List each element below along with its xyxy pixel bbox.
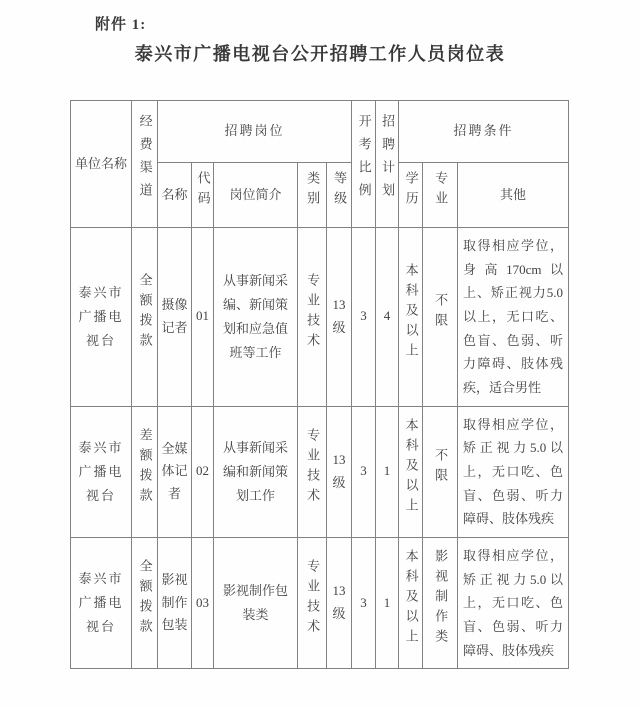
cell-recruit-plan: 4 <box>376 228 399 407</box>
education-text: 本科及以上 <box>403 262 419 363</box>
category-text: 专业技术 <box>305 559 321 640</box>
header-exam-ratio <box>352 101 376 228</box>
position-table <box>70 100 569 669</box>
cell-other: 取得相应学位，矫正视力5.0以上，无口吃、色盲、色弱、听力障碍、肢体残疾 <box>458 406 569 537</box>
category-text: 专业技术 <box>305 272 321 353</box>
major-text: 不限 <box>433 447 449 488</box>
funding-text: 全额拨款 <box>137 272 153 353</box>
cell-education <box>399 537 423 668</box>
cell-position-code: 01 <box>192 228 214 407</box>
major-text: 不限 <box>433 292 449 333</box>
header-funding-channel <box>132 101 158 228</box>
cell-position-code: 03 <box>192 537 214 668</box>
header-row-1 <box>71 101 569 163</box>
cell-category <box>298 406 327 537</box>
table-row <box>71 537 569 668</box>
header-recruit-plan-label: 招聘计划 <box>380 114 396 207</box>
cell-level: 13级 <box>327 228 352 407</box>
cell-funding-channel <box>132 537 158 668</box>
cell-position-intro: 影视制作包装类 <box>214 537 298 668</box>
header-level-label: 等级 <box>332 171 348 212</box>
cell-other: 取得相应学位，身高170cm以上、矫正视力5.0以上，无口吃、色盲、色弱、听力障碍、肢体残疾，适合男性 <box>458 228 569 407</box>
cell-exam-ratio: 3 <box>352 228 376 407</box>
cell-category <box>298 537 327 668</box>
table-row <box>71 406 569 537</box>
header-education-label: 学历 <box>403 171 419 212</box>
cell-position-name: 影视制作包装 <box>158 537 192 668</box>
cell-unit-name: 泰兴市广播电视台 <box>71 537 132 668</box>
cell-exam-ratio: 3 <box>352 406 376 537</box>
cell-education <box>399 406 423 537</box>
header-funding-channel-label: 经费渠道 <box>137 114 153 207</box>
header-position-name: 名称 <box>158 163 192 228</box>
cell-level: 13级 <box>327 537 352 668</box>
page-title: 泰兴市广播电视台公开招聘工作人员岗位表 <box>134 44 506 64</box>
header-position-code <box>192 163 214 228</box>
header-recruitment-conditions: 招聘条件 <box>399 101 569 163</box>
header-recruitment-position: 招聘岗位 <box>158 101 352 163</box>
header-position-code-label: 代码 <box>195 171 211 212</box>
header-position-intro: 岗位简介 <box>214 163 298 228</box>
header-recruit-plan <box>376 101 399 228</box>
cell-position-name: 摄像记者 <box>158 228 192 407</box>
cell-major <box>423 228 458 407</box>
major-text: 影视制作类 <box>433 549 449 650</box>
header-unit-name: 单位名称 <box>71 101 132 228</box>
header-education <box>399 163 423 228</box>
header-category <box>298 163 327 228</box>
cell-unit-name: 泰兴市广播电视台 <box>71 228 132 407</box>
table-row <box>71 228 569 407</box>
header-category-label: 类别 <box>305 171 321 212</box>
category-text: 专业技术 <box>305 427 321 508</box>
cell-position-intro: 从事新闻采编和新闻策划工作 <box>214 406 298 537</box>
cell-level: 13级 <box>327 406 352 537</box>
header-major-label: 专业 <box>433 171 449 212</box>
header-level <box>327 163 352 228</box>
cell-funding-channel <box>132 228 158 407</box>
attachment-label: 附件 1: <box>95 17 147 33</box>
cell-major <box>423 406 458 537</box>
education-text: 本科及以上 <box>403 549 419 650</box>
cell-funding-channel <box>132 406 158 537</box>
funding-text: 全额拨款 <box>137 559 153 640</box>
cell-exam-ratio: 3 <box>352 537 376 668</box>
header-exam-ratio-label: 开考比例 <box>356 114 372 207</box>
cell-position-name: 全媒体记者 <box>158 406 192 537</box>
cell-major <box>423 537 458 668</box>
cell-other: 取得相应学位，矫正视力5.0以上，无口吃、色盲、色弱、听力障碍、肢体残疾 <box>458 537 569 668</box>
education-text: 本科及以上 <box>403 417 419 518</box>
cell-recruit-plan: 1 <box>376 537 399 668</box>
cell-recruit-plan: 1 <box>376 406 399 537</box>
cell-unit-name: 泰兴市广播电视台 <box>71 406 132 537</box>
header-major <box>423 163 458 228</box>
cell-category <box>298 228 327 407</box>
cell-education <box>399 228 423 407</box>
funding-text: 差额拨款 <box>137 427 153 508</box>
header-other: 其他 <box>458 163 569 228</box>
cell-position-code: 02 <box>192 406 214 537</box>
cell-position-intro: 从事新闻采编、新闻策划和应急值班等工作 <box>214 228 298 407</box>
